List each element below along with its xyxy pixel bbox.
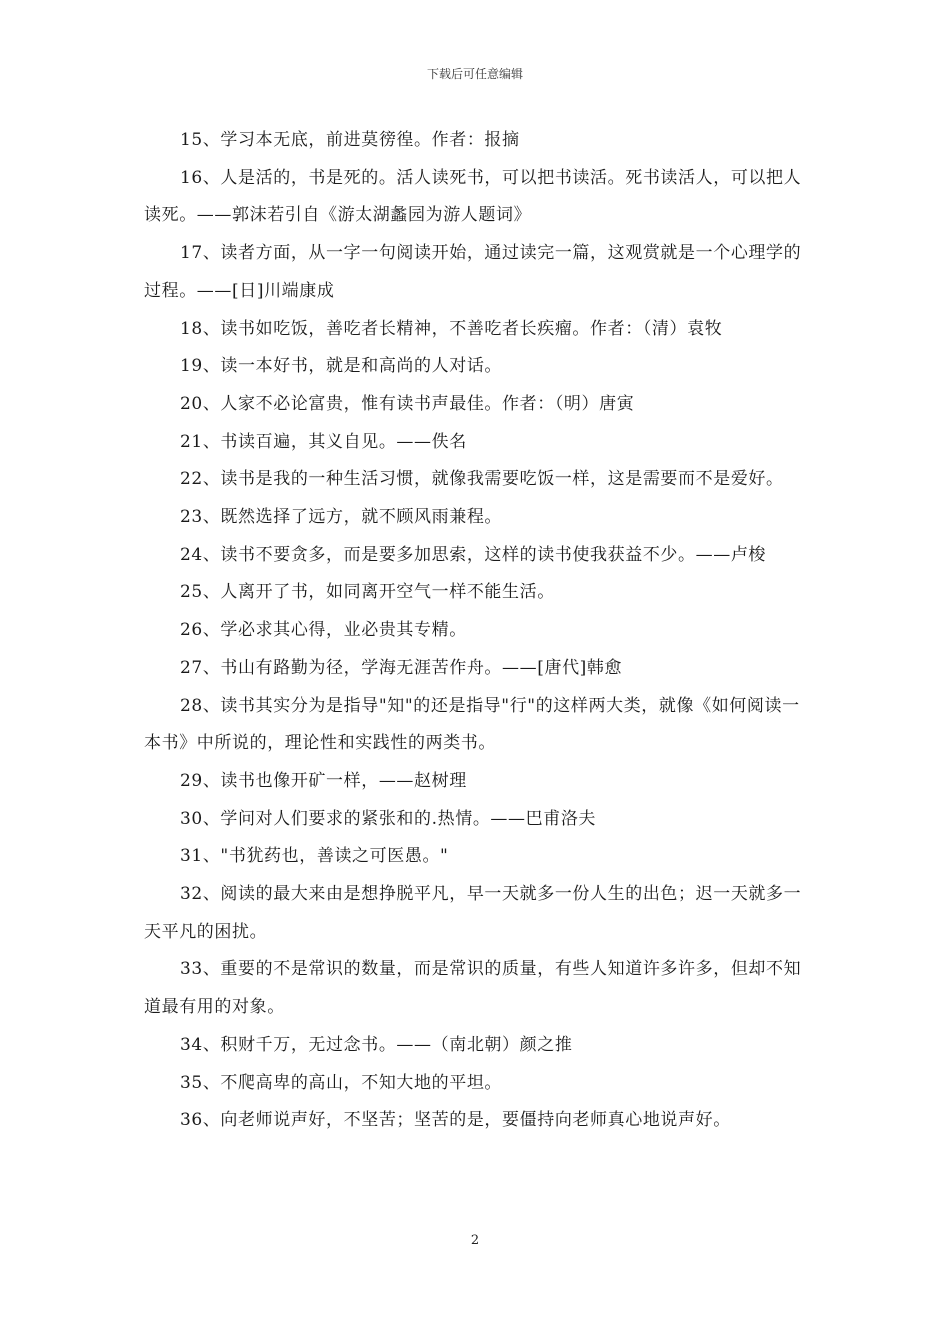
quote-paragraph: 20、人家不必论富贵，惟有读书声最佳。作者：（明）唐寅	[180, 393, 635, 414]
document-body	[144, 122, 808, 1140]
quote-paragraph: 29、读书也像开矿一样，——赵树理	[180, 770, 467, 791]
quote-paragraph: 28、读书其实分为是指导"知"的还是指导"行"的这样两大类，就像《如何阅读一本书》中所说的，理论性和实践性的两类书。	[144, 695, 800, 754]
quote-paragraph: 34、积财千万，无过念书。——（南北朝）颜之推	[180, 1034, 573, 1055]
quote-paragraph: 36、向老师说声好，不坚苦；坚苦的是，要僵持向老师真心地说声好。	[180, 1110, 731, 1131]
quote-paragraph: 30、学问对人们要求的紧张和的.热情。——巴甫洛夫	[180, 808, 597, 829]
page-number: 2	[470, 1233, 480, 1248]
quote-paragraph: 21、书读百遍，其义自见。——佚名	[180, 431, 467, 452]
quote-paragraph: 33、重要的不是常识的数量，而是常识的质量，有些人知道许多许多，但却不知道最有用的对象。	[144, 959, 802, 1018]
quote-paragraph: 17、读者方面，从一字一句阅读开始，通过读完一篇，这观赏就是一个心理学的过程。——[日]川端康成	[144, 243, 802, 301]
quote-paragraph: 22、读书是我的一种生活习惯，就像我需要吃饭一样，这是需要而不是爱好。	[180, 469, 784, 490]
quote-paragraph: 32、阅读的最大来由是想挣脱平凡，早一天就多一份人生的出色；迟一天就多一天平凡的困扰。	[144, 884, 802, 942]
quote-paragraph: 15、学习本无底，前进莫徬徨。作者：报摘	[180, 130, 520, 150]
quote-paragraph: 26、学必求其心得，业必贵其专精。	[180, 620, 467, 641]
quote-paragraph: 27、书山有路勤为径，学海无涯苦作舟。——[唐代]韩愈	[180, 657, 623, 678]
page-header: 下载后可任意编辑	[426, 67, 523, 81]
quote-paragraph: 18、读书如吃饭，善吃者长精神，不善吃者长疾瘤。作者：（清）袁牧	[180, 318, 723, 339]
quote-paragraph: 35、不爬高卑的高山，不知大地的平坦。	[180, 1072, 503, 1093]
quote-paragraph: 31、"书犹药也，善读之可医愚。"	[180, 846, 449, 867]
quote-paragraph: 24、读书不要贪多，而是要多加思索，这样的读书使我获益不少。——卢梭	[180, 544, 767, 565]
quote-paragraph: 25、人离开了书，如同离开空气一样不能生活。	[180, 582, 555, 603]
quote-paragraph: 16、人是活的，书是死的。活人读死书，可以把书读活。死书读活人，可以把人读死。——郭沫若引自《游太湖蠡园为游人题词》	[144, 167, 802, 226]
quote-paragraph: 23、既然选择了远方，就不顾风雨兼程。	[180, 507, 503, 528]
quote-paragraph: 19、读一本好书，就是和高尚的人对话。	[180, 356, 503, 377]
